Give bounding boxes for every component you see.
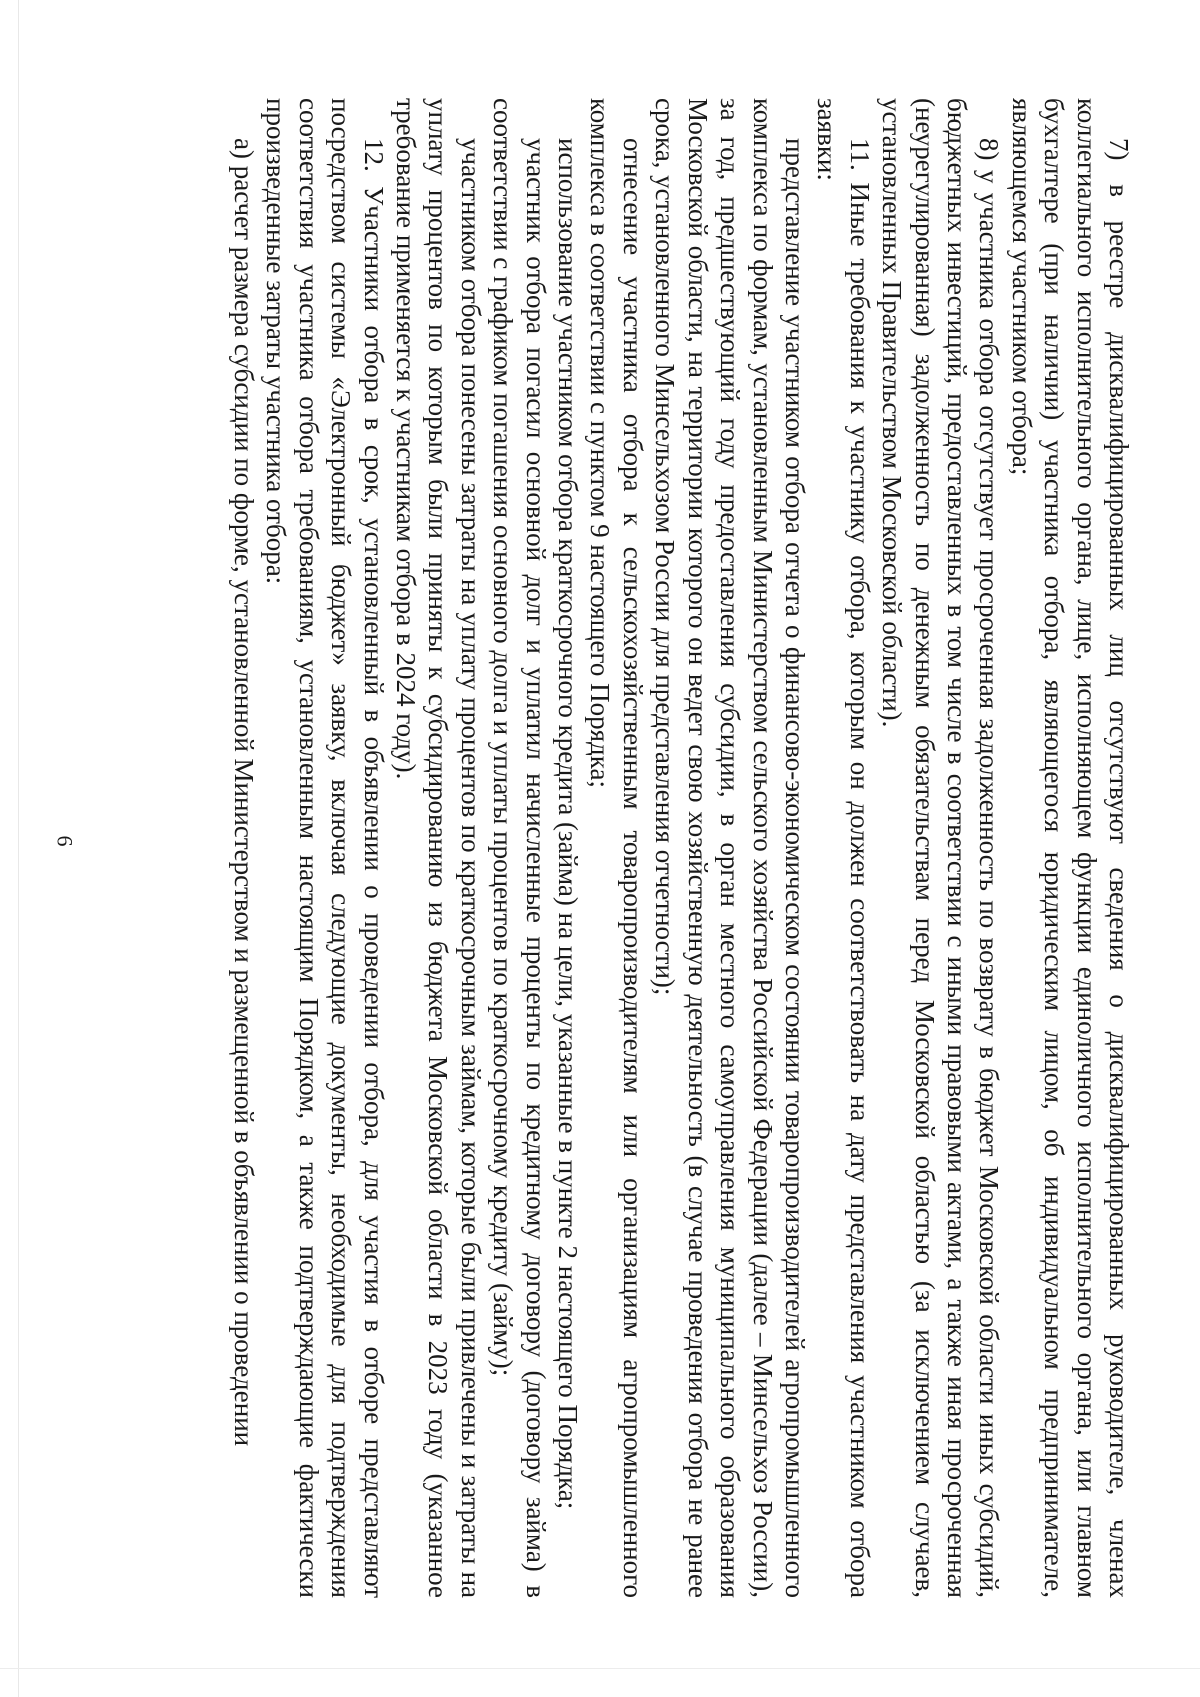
paragraph-item-7: 7) в реестре дисквалифицированных лиц отсутствуют сведения о дисквалифицированных руководителе, членах коллегиального исполнительного органа, лице, исполняющем функции единоличного исполнительного органа, или главном бухгалтере (при наличии) участника отбора, являющегося юридическим лицом, об индивидуальном предпринимателе, являющемся участником отбора; <box>1006 98 1134 1598</box>
paragraph-report-requirement: представление участником отбора отчета о финансово-экономическом состоянии товаропроизводителей агропромышленного комплекса по формам, установленным Министерством сельского хозяйства Российской Федерации (далее – Минсельхоз России), за год, предшествующий году предоставления субсидии, в орган местного самоуправления муниципального образования Московской области, на территории которого он ведет свою хозяйственную деятельность (в случае проведения отбора не ранее срока, установленного Минсельхозом России для представления отчетности); <box>650 98 810 1598</box>
paragraph-item-8: 8) у участника отбора отсутствует просроченная задолженность по возврату в бюджет Московской области иных субсидий, бюджетных инвестиций, предоставленных в том числе в соответствии с иными правовыми актами, а также иная просроченная (неурегулированная) задолженность по денежным обязательствам перед Московской областью (за исключением случаев, установленных Правительством Московской области). <box>877 98 1005 1598</box>
paragraph-section-11: 11. Иные требования к участнику отбора, которым он должен соответствовать на дату представления участником отбора заявки: <box>812 98 875 1598</box>
paragraph-section-12: 12. Участники отбора в срок, установленный в объявлении о проведении отбора, для участия в отборе представляют посредством системы «Электронный бюджет» заявку, включая следующие документы, необходимые для подтверждения соответствия участника отбора требованиям, установленным настоящим Порядком, а также подтверждающие фактически произведенные затраты участника отбора: <box>261 98 389 1598</box>
document-body <box>228 98 1135 1598</box>
paragraph-repayment-requirement: участник отбора погасил основной долг и уплатил начисленные проценты по кредитному договору (договору займа) в соответствии с графиком погашения основного долга и уплаты процентов по краткосрочному кредиту (займу); <box>488 98 551 1598</box>
scan-edge-line <box>0 1668 1200 1669</box>
paragraph-classification-requirement: отнесение участника отбора к сельскохозяйственным товаропроизводителям или организациям агропромышленного комплекса в соответствии с пунктом 9 настоящего Порядка; <box>585 98 648 1598</box>
rotated-text-block <box>15 98 1135 1598</box>
page-number: 6 <box>52 835 78 847</box>
paragraph-item-a: а) расчет размера субсидии по форме, установленной Министерством и размещенной в объявлении о проведении <box>229 138 260 1447</box>
paragraph-usage-requirement: использование участником отбора краткосрочного кредита (займа) на цели, указанные в пункте 2 настоящего Порядка; <box>553 138 584 1510</box>
paragraph-costs-requirement: участником отбора понесены затраты на уплату процентов по краткосрочным займам, которые были привлечены и затраты на уплату процентов по которым были приняты к субсидированию из бюджета Московской области в 2023 году (указанное требование применяется к участникам отбора в 2024 году). <box>391 98 486 1598</box>
